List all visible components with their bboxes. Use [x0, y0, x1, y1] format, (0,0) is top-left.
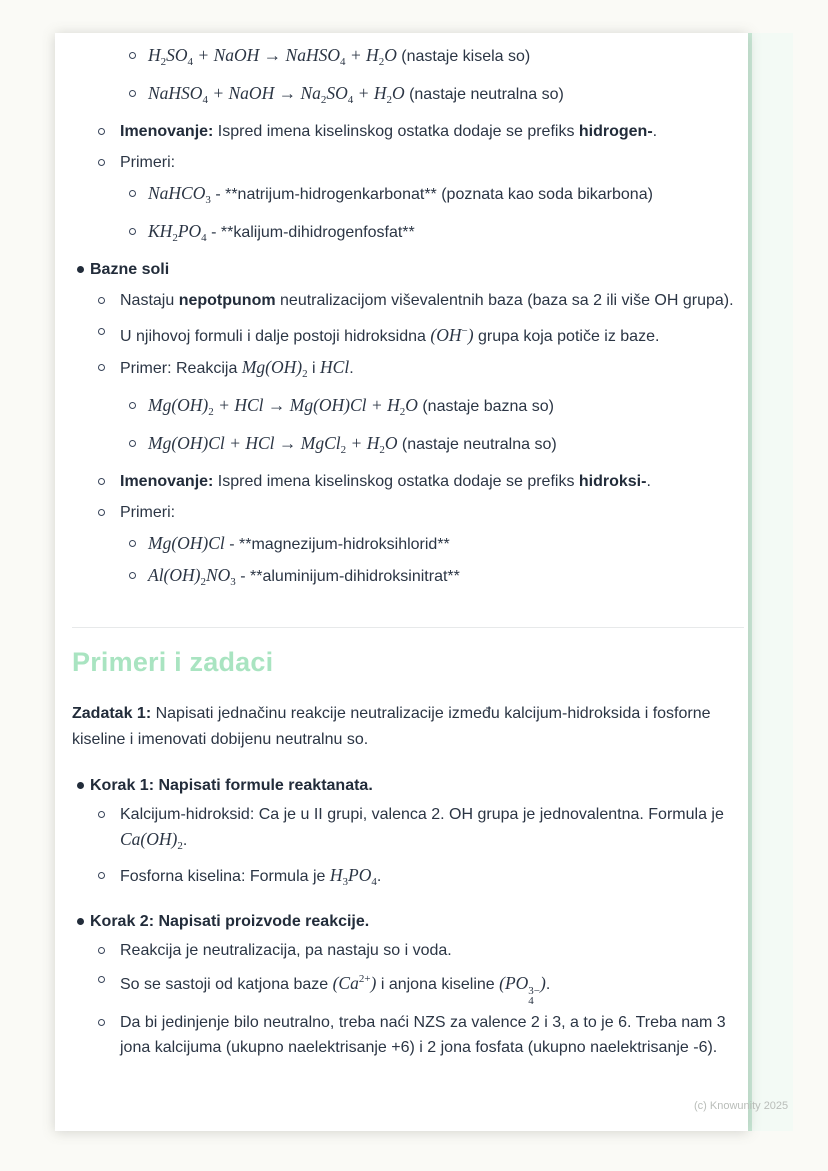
text: Reakcija je neutralizacija, pa nastaju so i voda.	[120, 942, 452, 959]
document-page	[55, 33, 748, 1131]
bold-text: Imenovanje:	[120, 473, 214, 490]
text: .	[376, 868, 382, 885]
list-item	[72, 500, 744, 525]
text: grupa koja potiče iz baze.	[473, 328, 660, 345]
list-item	[72, 219, 744, 251]
chemical-formula: $Mg(OH)_2$ + HCl → $Mg(OH)Cl + H_2O$	[148, 395, 418, 418]
text: - **kalijum-dihidrogenfosfat**	[206, 224, 415, 241]
chemical-formula: $Ca(OH)_2$	[120, 829, 183, 852]
circle-bullet-icon	[98, 872, 105, 879]
text: .	[652, 123, 658, 140]
page-divider-line	[748, 33, 752, 1131]
task-statement	[72, 701, 744, 753]
list-item	[72, 909, 744, 934]
circle-bullet-icon	[98, 478, 105, 485]
watermark: (c) Knowunity 2025	[694, 1100, 789, 1112]
bold-text: hidrogen-	[578, 123, 653, 140]
circle-bullet-icon	[129, 190, 136, 197]
text: - **magnezijum-hidroksihlorid**	[224, 536, 450, 553]
section-divider	[72, 627, 744, 628]
chemical-formula: NaHCO$_3$	[148, 183, 211, 206]
disc-bullet-icon	[77, 266, 84, 273]
text: - **natrijum-hidrogenkarbonat** (poznata kao soda bikarbona)	[210, 186, 653, 203]
list-item	[72, 967, 744, 1006]
text: Da bi jedinjenje bilo neutralno, treba naći NZS za valence 2 i 3, a to je 6. Treba nam 3 jona kalcijuma (ukupno naelektrisanje +6) i 2 jona fosfata (ukupno naelektrisanje -6).	[120, 1014, 726, 1056]
text: Fosforna kiselina: Formula je	[120, 868, 330, 885]
text: Kalcijum-hidroksid: Ca je u II grupi, valenca 2. OH grupa je jednovalentna. Formula je	[120, 806, 724, 823]
list-item	[72, 257, 744, 282]
list-item	[72, 431, 744, 463]
list-item	[72, 802, 744, 859]
bold-text: Bazne soli	[90, 261, 170, 278]
chemical-formula: HCl	[320, 357, 350, 377]
bold-text: Korak 1: Napisati formule reaktanata.	[90, 777, 373, 794]
circle-bullet-icon	[129, 440, 136, 447]
bold-text: Zadatak 1:	[72, 705, 152, 722]
list-item	[72, 81, 744, 113]
text: .	[646, 473, 651, 490]
chemical-formula: $H_3PO_4$	[329, 865, 377, 888]
circle-bullet-icon	[98, 328, 105, 335]
text: So se sastoji od katjona baze	[120, 976, 333, 993]
circle-bullet-icon	[98, 159, 105, 166]
list-item	[72, 938, 744, 963]
circle-bullet-icon	[129, 572, 136, 579]
chemical-formula: Mg(OH)Cl	[148, 533, 225, 553]
bullet-list	[72, 773, 744, 1060]
list-item	[72, 563, 744, 595]
list-item	[72, 863, 744, 895]
text: Nastaju	[120, 292, 179, 309]
disc-bullet-icon	[77, 918, 84, 925]
circle-bullet-icon	[98, 976, 105, 983]
text: Primeri:	[120, 154, 176, 171]
bold-text: nepotpunom	[178, 292, 276, 309]
list-item	[72, 531, 744, 557]
text: i anjona kiseline	[376, 976, 500, 993]
section-heading: Primeri i zadaci	[72, 647, 274, 677]
chemical-formula: Mg(OH)Cl + HCl → MgCl$_2$ + $H_2O$	[148, 433, 398, 456]
text: .	[349, 360, 354, 377]
chemical-formula: (OH−)	[430, 325, 474, 345]
circle-bullet-icon	[98, 947, 105, 954]
text: (nastaje kisela so)	[396, 48, 531, 65]
bullet-list	[72, 43, 744, 595]
chemical-formula: (PO 3− 4 )	[499, 973, 546, 1007]
text: Ispred imena kiselinskog ostatka dodaje se prefiks	[213, 123, 579, 140]
bold-text: Korak 2: Napisati proizvode reakcije.	[90, 913, 370, 930]
text: - **aluminijum-dihidroksinitrat**	[235, 568, 460, 585]
list-item	[72, 43, 744, 75]
text: .	[182, 832, 188, 849]
list-item	[72, 469, 744, 494]
list-item	[72, 319, 744, 349]
chemical-formula: $H_2SO_4$ + NaOH → NaHSO$_4$ + $H_2O$	[148, 45, 397, 68]
chemical-formula: $Al(OH)_2NO_3$	[148, 565, 236, 588]
text: (nastaje bazna so)	[417, 398, 554, 415]
list-item	[72, 150, 744, 175]
text: i	[307, 360, 321, 377]
circle-bullet-icon	[129, 52, 136, 59]
circle-bullet-icon	[129, 402, 136, 409]
text: .	[545, 976, 551, 993]
document-content	[72, 37, 744, 1064]
chemical-formula: $(Ca^{2+})$	[332, 973, 377, 993]
bold-text: hidroksi-	[578, 473, 647, 490]
text: Primer: Reakcija	[120, 360, 242, 377]
text: Ispred imena kiselinskog ostatka dodaje se prefiks	[213, 473, 579, 490]
text: (nastaje neutralna so)	[404, 86, 564, 103]
circle-bullet-icon	[129, 540, 136, 547]
list-item	[72, 1010, 744, 1060]
chemical-formula: NaHSO$_4$ + NaOH → $Na_2SO_4 + H_2O$	[148, 83, 405, 106]
list-item	[72, 393, 744, 425]
chemical-formula: $Mg(OH)_2$	[241, 357, 308, 380]
circle-bullet-icon	[98, 509, 105, 516]
next-page-edge	[752, 33, 793, 1131]
circle-bullet-icon	[98, 364, 105, 371]
text: neutralizacijom viševalentnih baza (baza sa 2 ili više OH grupa).	[275, 292, 734, 309]
list-item	[72, 355, 744, 387]
list-item	[72, 288, 744, 313]
circle-bullet-icon	[98, 1019, 105, 1026]
circle-bullet-icon	[129, 228, 136, 235]
text: Napisati jednačinu reakcije neutralizacije između kalcijum-hidroksida i fosforne kiseline i imenovati dobijenu neutralnu so.	[72, 705, 711, 748]
text: U njihovoj formuli i dalje postoji hidroksidna	[120, 328, 431, 345]
text: (nastaje neutralna so)	[397, 436, 557, 453]
circle-bullet-icon	[98, 128, 105, 135]
circle-bullet-icon	[98, 297, 105, 304]
circle-bullet-icon	[129, 90, 136, 97]
list-item	[72, 181, 744, 213]
list-item	[72, 773, 744, 798]
disc-bullet-icon	[77, 782, 84, 789]
text: Primeri:	[120, 504, 176, 521]
bold-text: Imenovanje:	[120, 123, 214, 140]
circle-bullet-icon	[98, 811, 105, 818]
list-item	[72, 119, 744, 144]
chemical-formula: $KH_2PO_4$	[148, 221, 207, 244]
